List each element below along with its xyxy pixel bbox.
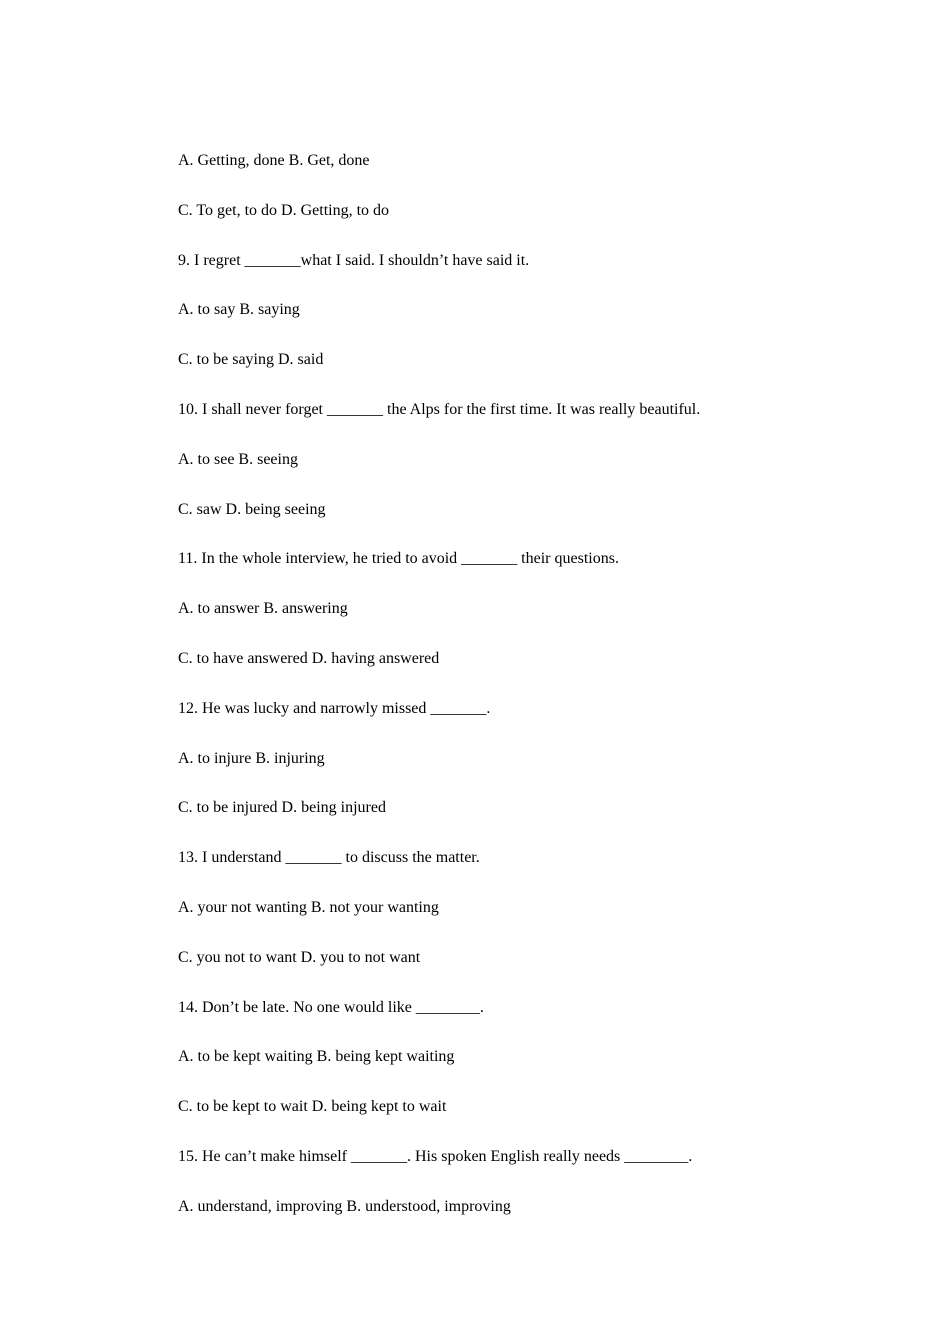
answer-options-10-cd: C. saw D. being seeing: [178, 500, 326, 518]
answer-options-8-cd: C. To get, to do D. Getting, to do: [178, 201, 390, 219]
answer-options-10-ab: A. to see B. seeing: [178, 450, 298, 468]
answer-options-12-cd: C. to be injured D. being injured: [178, 799, 386, 817]
answer-options-9-ab: A. to say B. saying: [178, 301, 300, 319]
question-13: 13. I understand _______ to discuss the matter.: [178, 849, 480, 867]
answer-options-8-ab: A. Getting, done B. Get, done: [178, 152, 370, 169]
answer-options-9-cd: C. to be saying D. said: [178, 351, 324, 369]
question-9: 9. I regret _______what I said. I shouldn’t have said it.: [178, 251, 530, 269]
answer-options-14-cd: C. to be kept to wait D. being kept to wait: [178, 1098, 447, 1116]
question-11: 11. In the whole interview, he tried to avoid _______ their questions.: [178, 550, 619, 568]
question-15: 15. He can’t make himself _______. His spoken English really needs ________.: [178, 1147, 693, 1165]
answer-options-15-ab: A. understand, improving B. understood, improving: [178, 1197, 511, 1215]
question-10: 10. I shall never forget _______ the Alps for the first time. It was really beautiful.: [178, 400, 701, 418]
answer-options-12-ab: A. to injure B. injuring: [178, 749, 325, 767]
answer-options-11-ab: A. to answer B. answering: [178, 600, 348, 618]
question-14: 14. Don’t be late. No one would like ________.: [178, 998, 484, 1016]
document-body: [178, 150, 878, 1246]
answer-options-13-cd: C. you not to want D. you to not want: [178, 948, 421, 966]
answer-options-13-ab: A. your not wanting B. not your wanting: [178, 898, 439, 916]
question-12: 12. He was lucky and narrowly missed _______.: [178, 699, 491, 717]
answer-options-11-cd: C. to have answered D. having answered: [178, 649, 440, 667]
answer-options-14-ab: A. to be kept waiting B. being kept waiting: [178, 1048, 455, 1066]
